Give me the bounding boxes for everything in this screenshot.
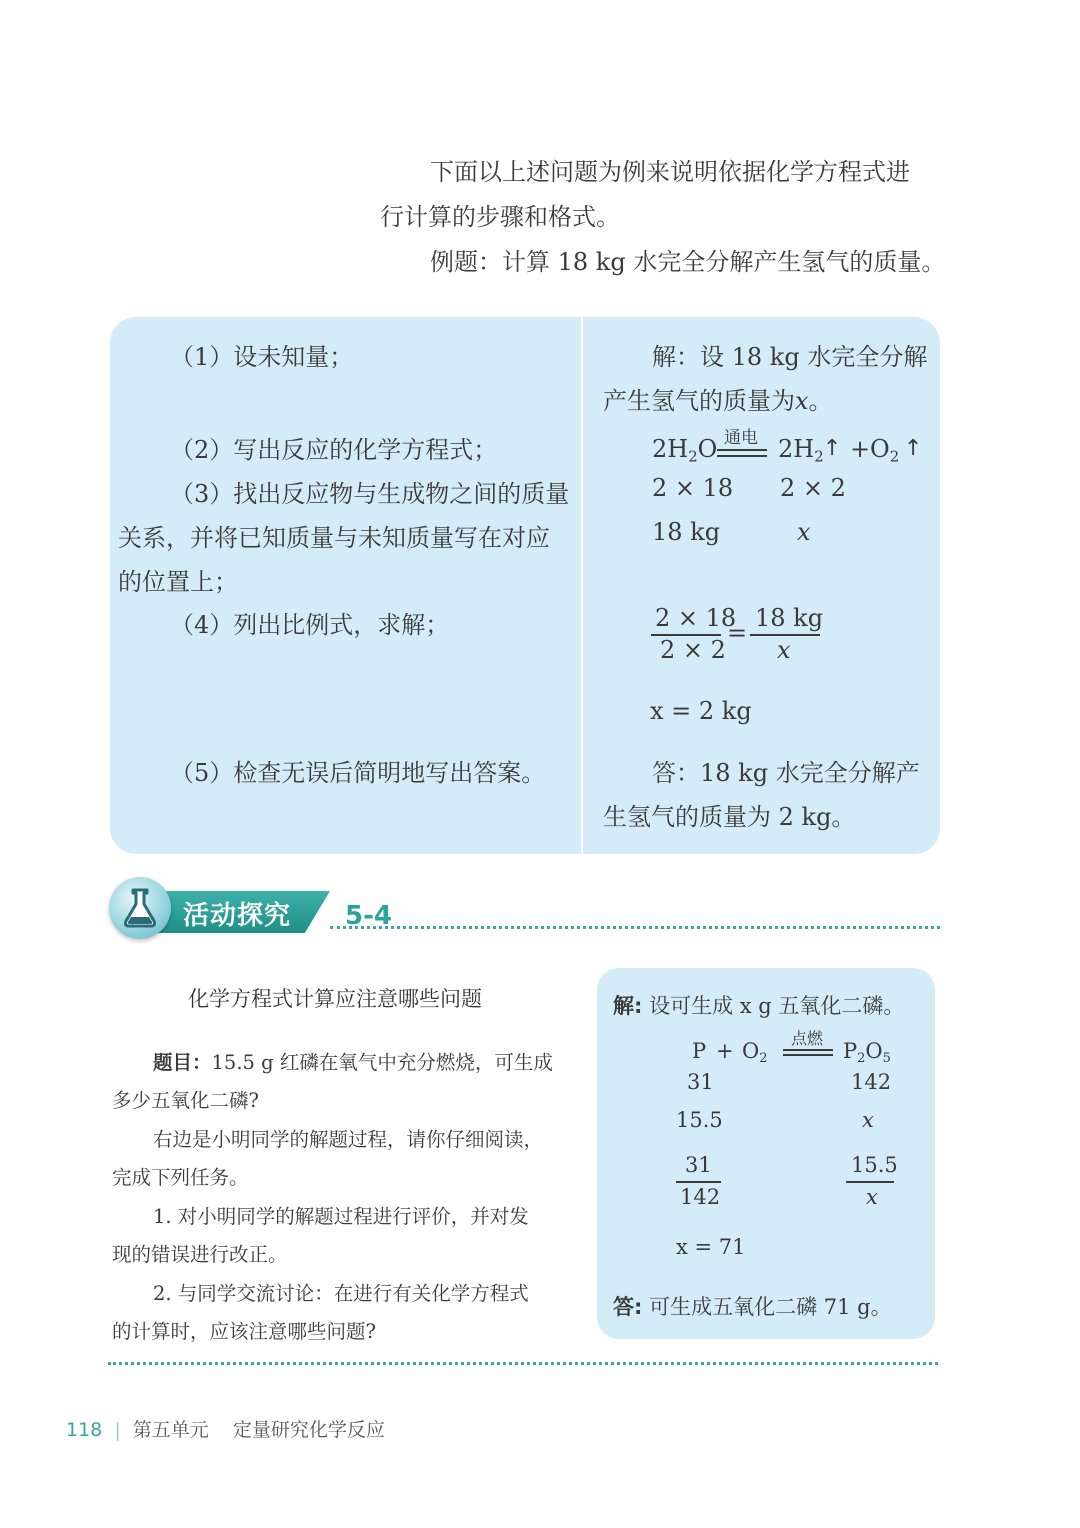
fraction-2-numerator: 18 kg [755,604,824,632]
instruction-line-2: 完成下列任务。 [112,1166,249,1189]
activity-bottom-dotted-rule [108,1362,938,1365]
fraction-1-denominator: 2 × 2 [660,636,726,664]
fraction-right-denominator: x [866,1185,878,1209]
relative-mass-left: 31 [687,1070,714,1094]
problem-line-2: 多少五氧化二磷? [112,1089,259,1112]
solution-set-line-2 [603,381,833,416]
reactant-oxygen: $O_2$ [742,1039,768,1066]
footer-separator: | [114,1419,121,1441]
answer-line-2: 生氢气的质量为 2 kg。 [603,803,856,831]
page-number: 118 [66,1419,103,1441]
step-5: （5）检查无误后简明地写出答案。 [170,759,546,787]
step-3-line-3: 的位置上； [118,568,238,596]
reaction-condition-electrolysis: 通电 [724,428,758,448]
student-answer: 答: 可生成五氧化二磷 71 g。 [613,1295,892,1319]
activity-number: 5-4 [345,901,392,931]
task-1-line-1: 1. 对小明同学的解题过程进行评价，并对发 [153,1205,529,1228]
student-solution-set: 解: 设可生成 x g 五氧化二磷。 [613,994,905,1018]
step-2: （2）写出反应的化学方程式； [170,436,498,464]
solution-result: x = 2 kg [650,697,752,725]
solution-set-text: 产生氢气的质量为 [603,387,795,415]
product-phosphorus-pentoxide: $P_2O_5$ [843,1039,891,1066]
reactant-water: $2H_2O$ [652,435,718,466]
example-question: 例题：计算 18 kg 水完全分解产生氢气的质量。 [430,248,946,276]
plus-sign: + [850,435,871,463]
unknown-mass: x [797,518,811,546]
fraction-2-denominator: x [777,636,791,664]
fraction-right-bar [846,1181,894,1183]
flask-icon [109,877,171,939]
product-oxygen: $O_2$ [870,435,900,466]
step-1: （1）设未知量； [170,343,354,371]
reaction-condition-ignite: 点燃 [791,1029,824,1048]
equation-bar-top [717,449,767,451]
gas-arrow-icon: ↑ [904,436,923,461]
intro-line-1: 下面以上述问题为例来说明依据化学方程式进 [430,158,910,186]
product-hydrogen: $2H_2$ [778,435,824,466]
equation-bar-bottom [717,455,767,457]
task-1-line-2: 现的错误进行改正。 [112,1243,288,1266]
task-2-line-1: 2. 与同学交流讨论：在进行有关化学方程式 [153,1282,529,1305]
fraction-right-numerator: 15.5 [851,1153,898,1177]
plus-sign: + [716,1039,734,1063]
activity-dotted-rule [330,926,940,929]
equation-bar-top [783,1049,833,1051]
known-value: 15.5 [676,1108,723,1132]
solution-set-line-1: 解：设 18 kg 水完全分解 [652,343,928,371]
reactant-phosphorus: P [692,1039,707,1063]
flask-badge [109,877,171,939]
fraction-left-numerator: 31 [685,1153,712,1177]
example-box-divider [581,317,583,854]
solution-set-period: 。 [808,387,833,415]
step-3-line-2: 关系，并将已知质量与未知质量写在对应 [118,524,550,552]
proportion-equals: = [727,619,748,647]
activity-title: 活动探究 [183,901,292,931]
fraction-1-numerator: 2 × 18 [655,604,737,632]
fraction-left-denominator: 142 [680,1185,721,1209]
step-4: （4）列出比例式，求解； [170,611,450,639]
mass-relation-right: 2 × 2 [780,474,846,502]
intro-line-2: 行计算的步骤和格式。 [380,203,620,231]
relative-mass-right: 142 [851,1070,892,1094]
equation-bar-bottom [783,1054,833,1056]
known-mass: 18 kg [652,518,721,546]
problem-line-1: 题目：15.5 g 红磷在氧气中充分燃烧，可生成 [153,1051,553,1074]
activity-heading: 化学方程式计算应注意哪些问题 [188,987,482,1011]
answer-line-1: 答：18 kg 水完全分解产 [652,759,920,787]
fraction-left-bar [676,1181,721,1183]
step-3-line-1: （3）找出反应物与生成物之间的质量 [170,480,570,508]
page-footer [66,1415,385,1442]
variable-x: x [795,387,809,415]
student-result: x = 71 [676,1235,746,1259]
mass-relation-left: 2 × 18 [652,474,734,502]
chapter-label: 定量研究化学反应 [232,1419,385,1441]
instruction-line-1: 右边是小明同学的解题过程，请你仔细阅读， [153,1128,544,1151]
gas-arrow-icon: ↑ [823,436,842,461]
unit-label: 第五单元 [132,1419,209,1441]
task-2-line-2: 的计算时，应该注意哪些问题? [112,1320,376,1343]
unknown-value: x [862,1108,874,1132]
